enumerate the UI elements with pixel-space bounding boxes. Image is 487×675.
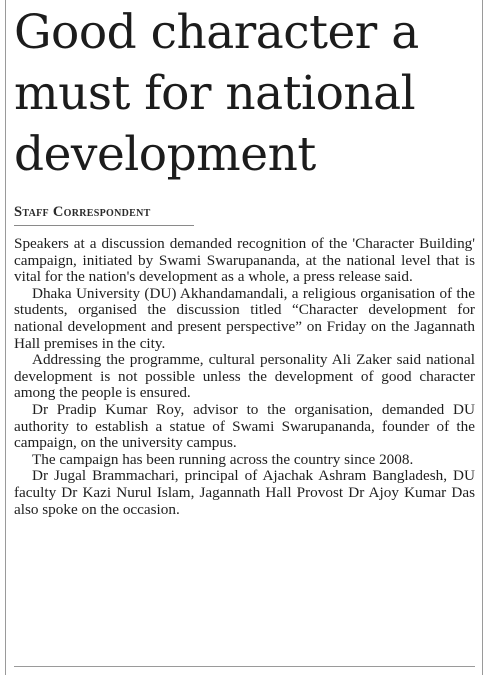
news-article (14, 2, 475, 518)
byline-block (14, 201, 194, 226)
column-left-rule (5, 0, 6, 675)
article-paragraph: Speakers at a discussion demanded recognition of the 'Character Building' campaign, initiated by Swami Swarupananda, at the national level that is vital for the nation's development as a whole, a press release said. (14, 235, 475, 286)
article-paragraph: Dr Pradip Kumar Roy, advisor to the organisation, demanded DU authority to establish a statue of Swami Swarupananda, founder of the campaign, on the university campus. (14, 400, 475, 452)
article-headline: Good character a must for national development (14, 5, 419, 182)
article-paragraph: Addressing the programme, cultural personality Ali Zaker said national development is not possible unless the development of good character among the people is ensured. (14, 351, 475, 402)
article-paragraph: Dhaka University (DU) Akhandamandali, a religious organisation of the students, organised the discussion titled “Character development for national development and present perspective” on Friday on the Jagannath Hall premises in the city. (14, 284, 475, 352)
article-byline: Staff Correspondent (14, 204, 151, 220)
article-body (14, 236, 475, 518)
article-paragraph: The campaign has been running across the country since 2008. (32, 450, 414, 468)
column-right-rule (482, 0, 483, 675)
article-bottom-rule (14, 666, 475, 667)
article-paragraph: Dr Jugal Brammachari, principal of Ajachak Ashram Bangladesh, DU faculty Dr Kazi Nurul Islam, Jagannath Hall Provost Dr Ajoy Kumar Das also spoke on the occasion. (14, 467, 475, 518)
